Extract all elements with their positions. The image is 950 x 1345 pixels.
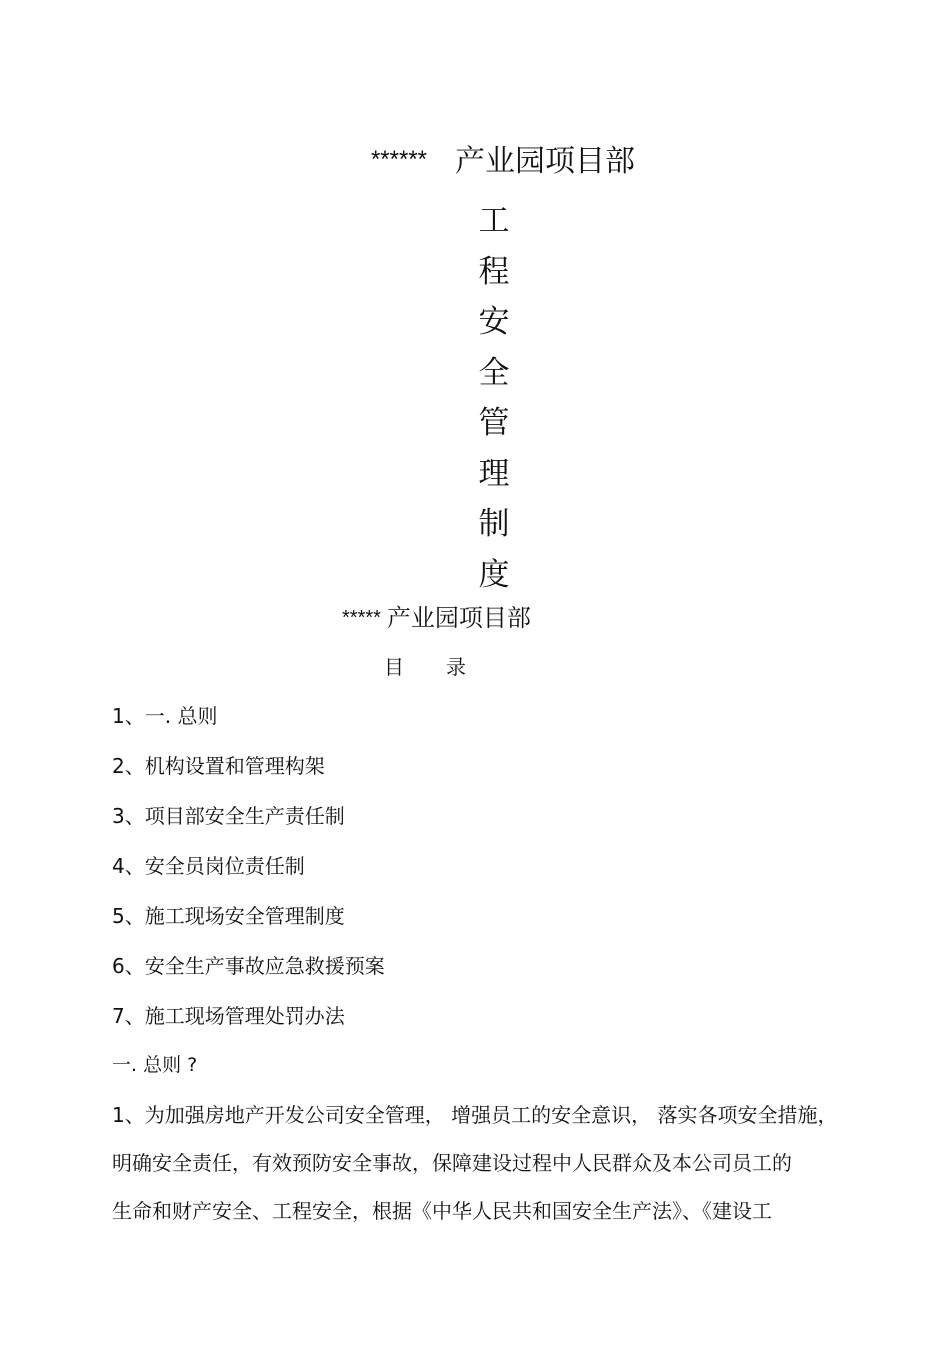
organization-name [342,600,531,638]
toc-item: 6、安全生产事故应急救援预案 [112,954,385,978]
paragraph-line: 1、为加强房地产开发公司安全管理， 增强员工的安全意识， 落实各项安全措施， [112,1103,838,1127]
toc-item: 2、机构设置和管理构架 [112,754,325,778]
vertical-title-char: 管 [478,405,510,441]
toc-item: 4、安全员岗位责任制 [112,854,305,878]
toc-heading: 目录 [384,655,508,679]
section-heading: 一. 总则 ? [112,1054,198,1076]
paragraph-line: 明确安全责任，有效预防安全事故，保障建设过程中人民群众及本公司员工的 [112,1151,792,1175]
toc-item: 5、施工现场安全管理制度 [112,904,345,928]
vertical-title-char: 理 [478,455,510,492]
table-of-contents [112,700,385,1050]
vertical-title-char: 安 [478,304,510,340]
toc-item: 3、项目部安全生产责任制 [112,804,345,828]
vertical-title-char: 工 [478,203,510,239]
header-stars: ****** [370,146,428,173]
org-stars: ***** [342,607,381,629]
vertical-title [474,196,514,600]
vertical-title-char: 度 [478,556,510,593]
vertical-title-char: 制 [478,506,510,542]
section-paragraph [112,1098,872,1242]
header-title [0,142,950,184]
toc-item: 1、一. 总则 [112,704,218,728]
header-name: 产业园项目部 [455,144,636,179]
vertical-title-char: 全 [478,354,510,391]
org-name-text: 产业园项目部 [386,604,531,632]
toc-item: 7、施工现场管理处罚办法 [112,1004,345,1028]
vertical-title-char: 程 [478,253,510,290]
paragraph-line: 生命和财产安全、工程安全，根据《中华人民共和国安全生产法》、《建设工 [112,1199,772,1223]
